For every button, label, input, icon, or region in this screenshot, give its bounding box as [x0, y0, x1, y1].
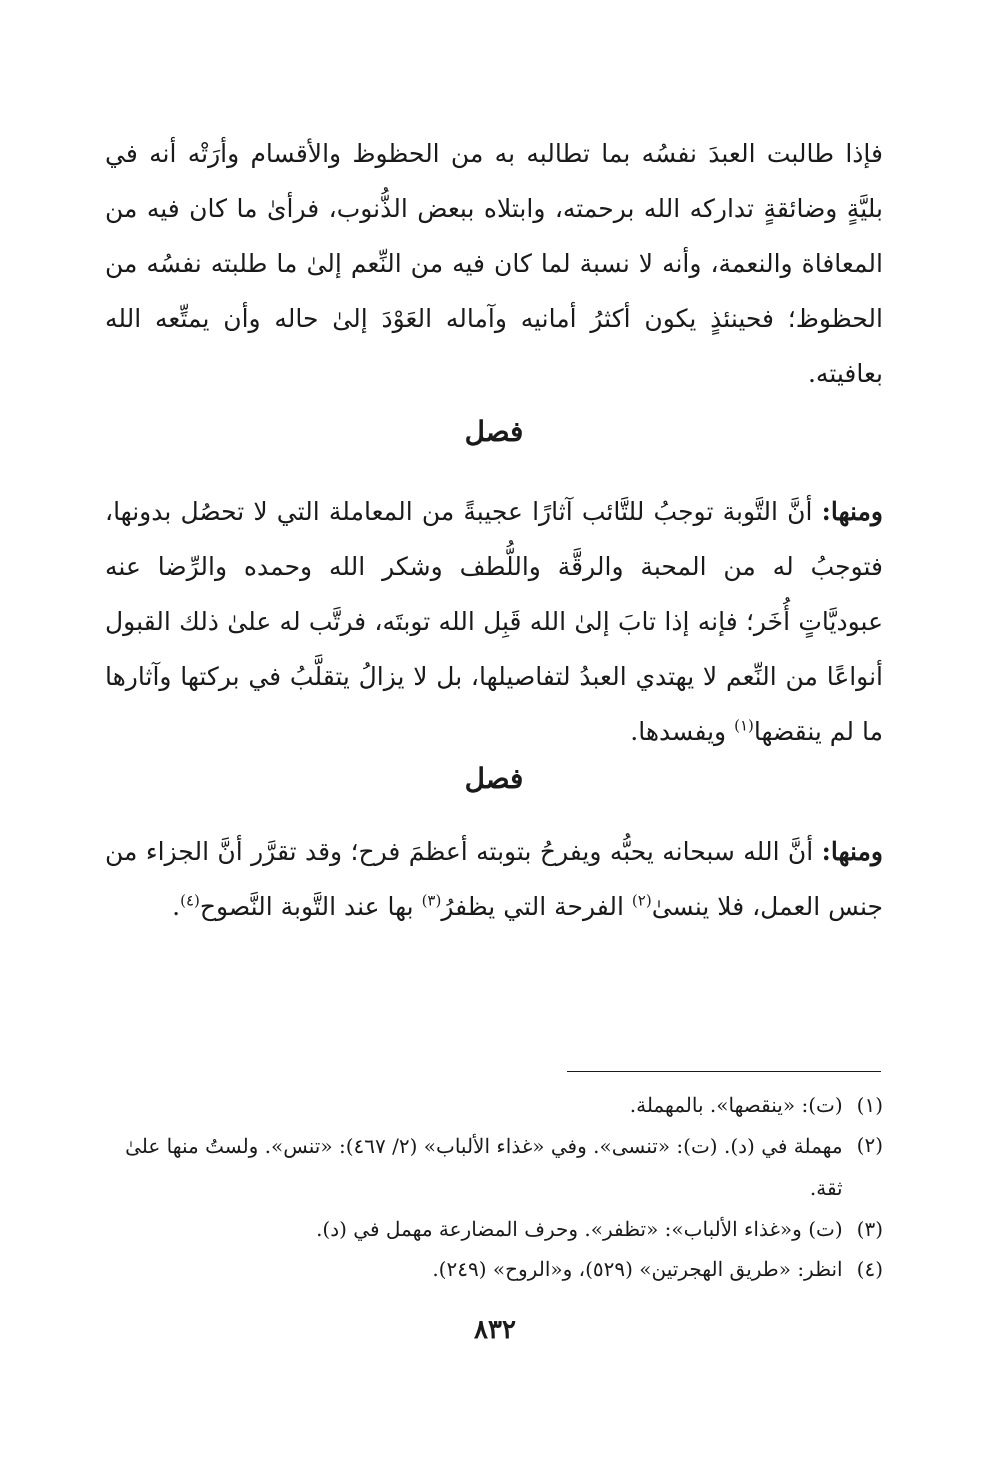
paragraph-text: أنَّ التَّوبة توجبُ للتَّائب آثارًا عجيبةً من المعاملة التي لا تحصُل بدونها، فتوجبُ له من المحبة والرقَّة واللُّطف وشكر الله وحمده والرِّضا عنه عبوديَّاتٍ أُخَر؛ فإنه إذا تابَ إلىٰ الله قَبِل الله توبتَه، فرتَّب له علىٰ ذلك القبول أنواعًا من النِّعم لا يهتدي العبدُ لتفاصيلها، بل لا يزالُ يتقلَّبُ في بركتها وآثارها ما لم ينقضها: [105, 497, 883, 746]
paragraph-text: أنَّ الله سبحانه يحبُّه ويفرحُ بتوبته أعظمَ فرح؛ وقد تقرَّر أنَّ الجزاء من جنس العمل، فلا ينسىٰ: [105, 837, 883, 921]
paragraph-lead: ومنها:: [821, 837, 883, 866]
paragraph-3: [105, 824, 883, 934]
footnotes: [105, 1085, 883, 1289]
footnote-ref-1[interactable]: (١): [734, 716, 754, 735]
paragraph-1: فإذا طالبت العبدَ نفسُه بما تطالبه به من الحظوظ والأقسام وأرَتْه أنه في بليَّةٍ وضائقةٍ تداركه الله برحمته، وابتلاه ببعض الذُّنوب، فرأىٰ ما كان فيه من المعافاة والنعمة، وأنه لا نسبة لما كان فيه من النِّعم إلىٰ ما طلبته نفسُه من الحظوظ؛ فحينئذٍ يكون أكثرُ أمانيه وآماله العَوْدَ إلىٰ حاله وأن يمتِّعه الله بعافيته.: [105, 139, 883, 388]
footnote-text: (ت): «ينقصها». بالمهملة.: [629, 1093, 843, 1117]
footnote-3: [105, 1209, 883, 1249]
section-heading-1: فصل: [464, 415, 524, 448]
footnote-text: (ت) و«غذاء الألباب»: «تظفر». وحرف المضارعة مهمل في (د).: [316, 1217, 843, 1241]
page-number: ٨٣٢: [474, 1315, 516, 1345]
paragraph-text: ويفسدها.: [630, 717, 735, 746]
footnote-number: (١): [856, 1093, 883, 1117]
footnote-4: [105, 1249, 883, 1289]
footnote-number: (٣): [856, 1217, 883, 1241]
paragraph-text: .: [172, 892, 181, 921]
footnote-ref-2[interactable]: (٢): [631, 891, 652, 910]
footnote-number: (٤): [856, 1257, 883, 1281]
footnote-ref-3[interactable]: (٣): [421, 891, 442, 910]
footnote-text: انظر: «طريق الهجرتين» (٥٢٩)، و«الروح» (٢٤٩).: [432, 1257, 843, 1281]
footnote-number: (٢): [856, 1133, 883, 1157]
footnote-1: [105, 1085, 883, 1125]
footnote-2: [105, 1125, 883, 1209]
footnote-divider: [567, 1071, 881, 1072]
footnote-text: مهملة في (د). (ت): «تنسى». وفي «غذاء الألباب» (٢/ ٤٦٧): «تنس». ولستُ منها علىٰ ثقة.: [125, 1134, 843, 1200]
section-heading-2: فصل: [464, 762, 524, 795]
paragraph-lead: ومنها:: [821, 497, 883, 526]
paragraph-2: [105, 484, 883, 759]
paragraph-text: بها عند التَّوبة النَّصوح: [199, 892, 422, 921]
paragraph-text: الفرحة التي يظفرُ: [441, 892, 632, 921]
footnote-ref-4[interactable]: (٤): [180, 891, 200, 910]
